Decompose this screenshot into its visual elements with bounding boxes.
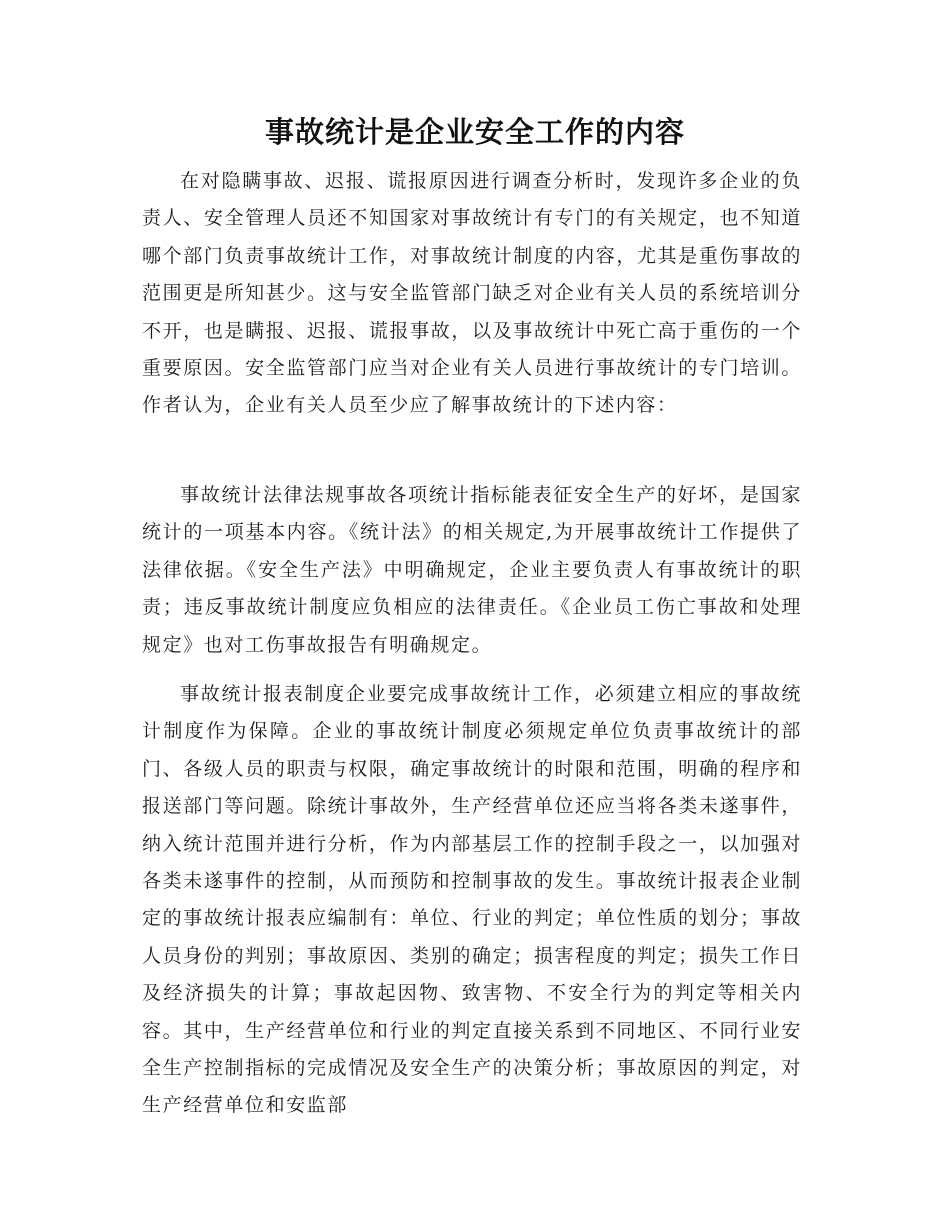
paragraph-2-container (142, 477, 802, 664)
paragraph-2: 事故统计法律法规事故各项统计指标能表征安全生产的好坏，是国家统计的一项基本内容。《统计法》的相关规定,为开展事故统计工作提供了法律依据。《安全生产法》中明确规定，企业主要负责人有事故统计的职责；违反事故统计制度应负相应的法律责任。《企业员工伤亡事故和处理规定》也对工伤事故报告有明确规定。 (142, 484, 802, 656)
paragraph-3: 事故统计报表制度企业要完成事故统计工作，必须建立相应的事故统计制度作为保障。企业的事故统计制度必须规定单位负责事故统计的部门、各级人员的职责与权限，确定事故统计的时限和范围，明确的程序和报送部门等问题。除统计事故外，生产经营单位还应当将各类未遂事件，纳入统计范围并进行分析，作为内部基层工作的控制手段之一，以加强对各类未遂事件的控制，从而预防和控制事故的发生。事故统计报表企业制定的事故统计报表应编制有：单位、行业的判定；单位性质的划分；事故人员身份的判别；事故原因、类别的确定；损害程度的判定；损失工作日及经济损失的计算；事故起因物、致害物、不安全行为的判定等相关内容。其中，生产经营单位和行业的判定直接关系到不同地区、不同行业安全生产控制指标的完成情况及安全生产的决策分析；事故原因的判定，对生产经营单位和安监部 (142, 683, 802, 1117)
paragraph-1: 在对隐瞒事故、迟报、谎报原因进行调查分析时，发现许多企业的负责人、安全管理人员还不知国家对事故统计有专门的有关规定，也不知道哪个部门负责事故统计工作，对事故统计制度的内容，尤其是重伤事故的范围更是所知甚少。这与安全监管部门缺乏对企业有关人员的系统培训分不开，也是瞒报、迟报、谎报事故，以及事故统计中死亡高于重伤的一个重要原因。安全监管部门应当对企业有关人员进行事故统计的专门培训。作者认为，企业有关人员至少应了解事故统计的下述内容： (142, 170, 802, 417)
paragraph-1-container (142, 163, 802, 425)
paragraph-3-container (142, 676, 802, 1125)
document-title: 事故统计是企业安全工作的内容 (264, 115, 685, 149)
